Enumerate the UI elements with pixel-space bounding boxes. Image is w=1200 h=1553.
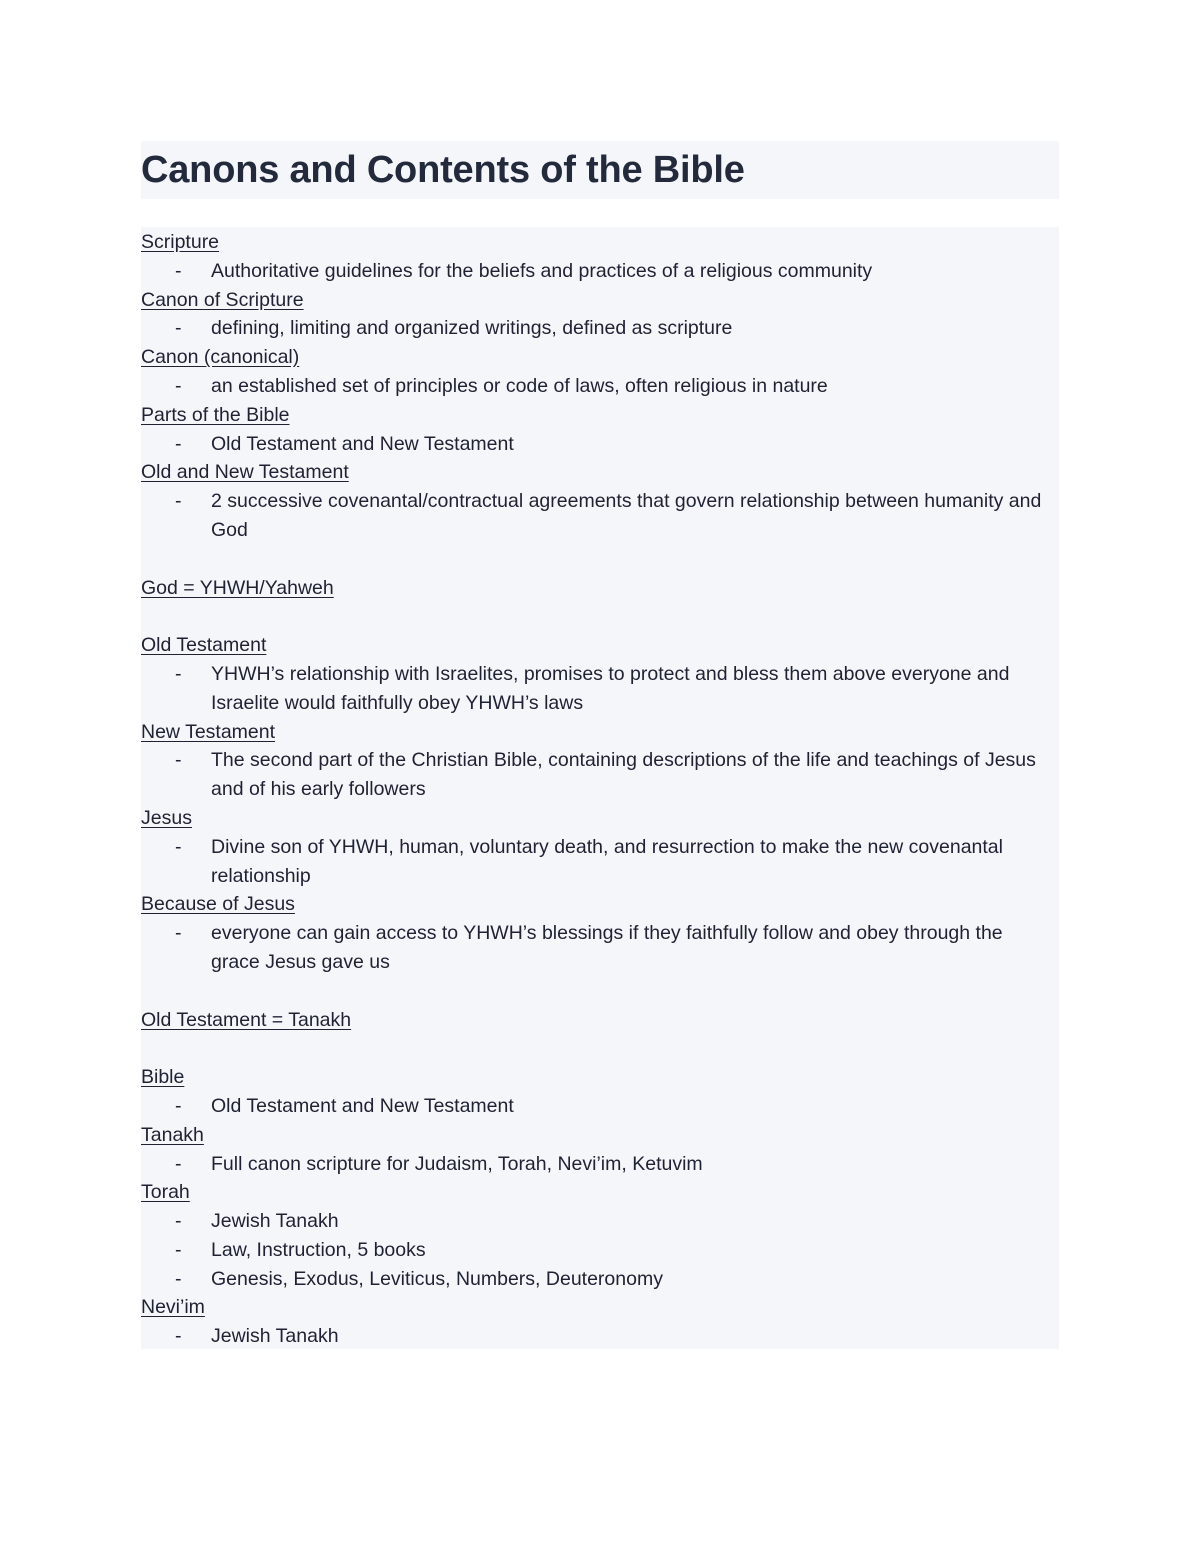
section-heading: Jesus xyxy=(141,806,192,829)
bullet-dash: - xyxy=(175,259,182,282)
bullet-dash: - xyxy=(175,1238,182,1261)
bullet-dash: - xyxy=(175,749,182,772)
bullet-text: Old Testament and New Testament xyxy=(211,432,514,455)
section-heading: Torah xyxy=(141,1181,190,1204)
bullet-item xyxy=(141,372,1059,401)
section-heading: God = YHWH/Yahweh xyxy=(141,576,334,599)
bullet-item xyxy=(141,1092,1059,1121)
section-heading: Bible xyxy=(141,1066,185,1089)
bullet-text: Jewish Tanakh xyxy=(211,1210,339,1233)
bullet-dash: - xyxy=(175,1325,182,1348)
bullet-text: Divine son of YHWH, human, voluntary death, and resurrection to make the new covenantal relationship xyxy=(211,835,1003,887)
section-heading: Because of Jesus xyxy=(141,893,295,916)
blank-line xyxy=(141,602,1059,631)
bullet-text: Full canon scripture for Judaism, Torah, Nevi’im, Ketuvim xyxy=(211,1152,703,1175)
bullet-item xyxy=(141,487,1059,545)
section-heading: Scripture xyxy=(141,231,220,253)
section-heading: Nevi’im xyxy=(141,1296,205,1319)
bullet-item xyxy=(141,1322,1059,1351)
section-heading: Tanakh xyxy=(141,1123,204,1146)
section-heading: Old and New Testament xyxy=(141,461,349,484)
bullet-dash: - xyxy=(175,432,182,455)
notes-content xyxy=(141,228,1059,1351)
blank-line xyxy=(141,977,1059,1006)
bullet-dash: - xyxy=(175,317,182,340)
bullet-text: The second part of the Christian Bible, containing descriptions of the life and teachings of Jesus and of his early followers xyxy=(211,749,1036,801)
blank-line xyxy=(141,545,1059,574)
bullet-item xyxy=(141,1207,1059,1236)
section-heading: Canon of Scripture xyxy=(141,288,304,311)
section-heading: Canon (canonical) xyxy=(141,346,300,369)
bullet-dash: - xyxy=(175,490,182,513)
section-heading: New Testament xyxy=(141,720,276,743)
bullet-item xyxy=(141,919,1059,977)
bullet-text: defining, limiting and organized writings, defined as scripture xyxy=(211,317,733,340)
bullet-dash: - xyxy=(175,374,182,397)
bullet-item xyxy=(141,1265,1059,1294)
bullet-text: Old Testament and New Testament xyxy=(211,1094,514,1117)
bullet-text: YHWH’s relationship with Israelites, promises to protect and bless them above everyone and Israelite would faithfully obey YHWH’s laws xyxy=(211,662,1010,714)
section-heading: Parts of the Bible xyxy=(141,403,290,426)
bullet-dash: - xyxy=(175,1267,182,1290)
bullet-dash: - xyxy=(175,1210,182,1233)
bullet-text: Jewish Tanakh xyxy=(211,1325,339,1348)
page-title: Canons and Contents of the Bible xyxy=(141,149,745,191)
bullet-item xyxy=(141,1150,1059,1179)
bullet-item xyxy=(141,257,1059,286)
section-heading: Old Testament = Tanakh xyxy=(141,1008,352,1031)
bullet-dash: - xyxy=(175,1094,182,1117)
bullet-text: everyone can gain access to YHWH’s blessings if they faithfully follow and obey through the grace Jesus gave us xyxy=(211,922,1003,973)
bullet-dash: - xyxy=(175,662,182,685)
bullet-item xyxy=(141,746,1059,804)
bullet-dash: - xyxy=(175,835,182,858)
bullet-dash: - xyxy=(175,922,182,945)
bullet-text: an established set of principles or code of laws, often religious in nature xyxy=(211,374,828,397)
bullet-text: Authoritative guidelines for the beliefs and practices of a religious community xyxy=(211,259,873,282)
bullet-text: Genesis, Exodus, Leviticus, Numbers, Deuteronomy xyxy=(211,1267,663,1290)
bullet-text: 2 successive covenantal/contractual agreements that govern relationship between humanity and God xyxy=(211,490,1042,541)
bullet-item xyxy=(141,314,1059,343)
bullet-item xyxy=(141,1236,1059,1265)
section-heading: Old Testament xyxy=(141,634,267,657)
blank-line xyxy=(141,1034,1059,1063)
bullet-text: Law, Instruction, 5 books xyxy=(211,1238,426,1261)
bullet-dash: - xyxy=(175,1152,182,1175)
bullet-item xyxy=(141,660,1059,718)
bullet-item xyxy=(141,833,1059,891)
bullet-item xyxy=(141,430,1059,459)
